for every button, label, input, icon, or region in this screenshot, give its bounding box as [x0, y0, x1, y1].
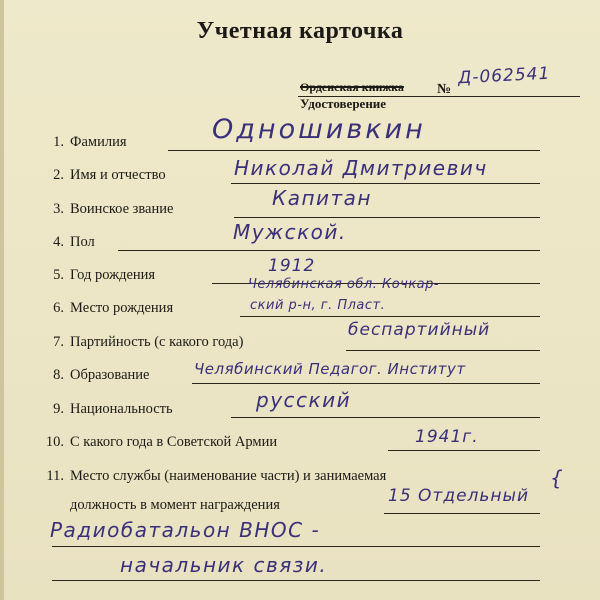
field-9-value: русский [256, 388, 352, 412]
field-11-label-line-2: должность в момент награждения [70, 497, 280, 513]
field-8-line [192, 383, 540, 384]
field-2-line [231, 183, 540, 184]
field-11-line-3 [52, 580, 540, 581]
field-11-value-line-3: начальник связи. [120, 553, 328, 577]
field-5-label: 5. Год рождения [53, 267, 156, 283]
field-5-value: 1912 [268, 256, 316, 276]
field-4-line [118, 250, 540, 251]
field-2-label: 2. Имя и отчество [53, 167, 166, 183]
field-3-value: Капитан [272, 186, 373, 210]
field-1-line [168, 150, 540, 151]
field-11-line-2 [52, 546, 540, 547]
card-title: Учетная карточка [196, 18, 404, 44]
field-1-value: Одношивкин [212, 114, 426, 145]
field-6-label: 6. Место рождения [53, 300, 174, 316]
field-2-value: Николай Дмитриевич [234, 156, 488, 180]
field-10-line [388, 450, 540, 451]
field-8-value: Челябинский Педагог. Институт [194, 360, 466, 378]
field-3-line [234, 217, 540, 218]
field-7-value: беспартийный [348, 320, 491, 340]
field-4-value: Мужской. [233, 220, 347, 244]
document-number: Д-062541 [457, 63, 551, 89]
field-4-label: 4. Пол [53, 234, 95, 250]
document-type: Удостоверение [300, 96, 387, 111]
field-11-line-1 [384, 513, 540, 514]
field-11-handwritten-mark: { [550, 466, 564, 490]
struck-document-type: Орденская книжка [300, 80, 404, 94]
field-6-value-line-1: Челябинская обл. Кочкар- [248, 277, 440, 292]
field-11-value-line-1: 15 Отдельный [388, 486, 530, 506]
field-9-line [231, 417, 540, 418]
field-6-line [240, 316, 540, 317]
field-3-label: 3. Воинское звание [53, 201, 174, 217]
number-underline [298, 96, 580, 97]
field-1-label: 1. Фамилия [53, 134, 127, 150]
card-edge [0, 0, 4, 600]
field-11-value-line-2: Радиобатальон ВНОС - [50, 518, 321, 542]
field-8-label: 8. Образование [53, 367, 150, 383]
field-10-label: 10. С какого года в Советской Армии [45, 434, 278, 450]
field-7-line [346, 350, 540, 351]
field-7-label: 7. Партийность (с какого года) [53, 334, 244, 350]
number-label: № [437, 82, 452, 97]
field-9-label: 9. Национальность [53, 401, 173, 417]
field-6-value-line-2: ский р-н, г. Пласт. [250, 298, 386, 313]
field-10-value: 1941г. [415, 427, 479, 447]
field-11-label: 11. Место службы (наименование части) и занимаемая [46, 468, 387, 484]
